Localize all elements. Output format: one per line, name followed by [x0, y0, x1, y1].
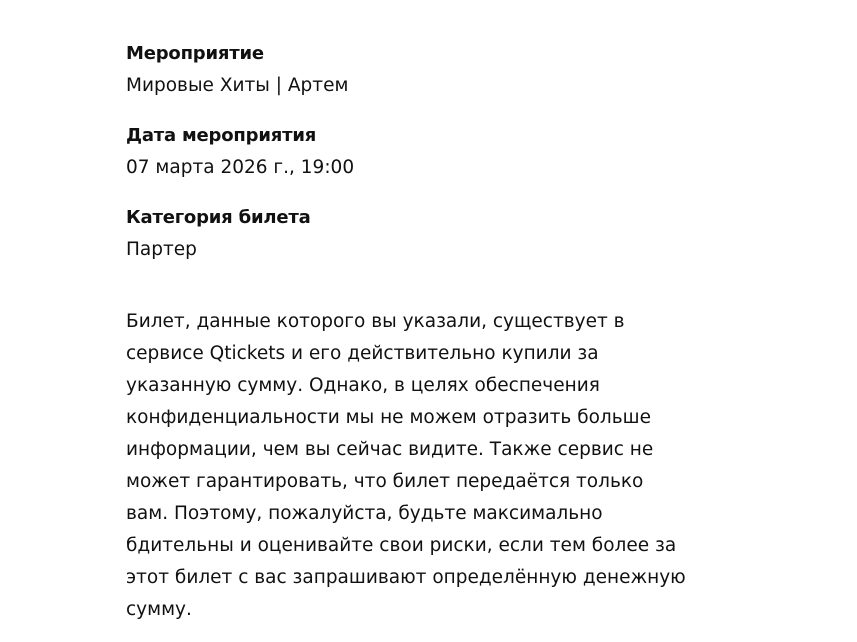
event-date-field	[126, 124, 726, 180]
event-value: Мировые Хиты | Артем	[126, 75, 349, 96]
privacy-notice: Билет, данные которого вы указали, существует в сервисе Qtickets и его действительно купили за указанную сумму. Однако, в целях обеспечения конфиденциальности мы не можем отразить больше информации, чем вы сейчас видите. Также сервис не может гарантировать, что билет передаётся только вам. Поэтому, пожалуйста, будьте максимально бдительны и оценивайте свои риски, если тем более за этот билет с вас запрашивают определённую денежную сумму.	[126, 311, 686, 620]
ticket-category-value: Партер	[126, 239, 197, 260]
ticket-info	[126, 42, 726, 620]
event-date-value: 07 марта 2026 г., 19:00	[126, 157, 355, 178]
event-label: Мероприятие	[126, 43, 264, 64]
ticket-category-label: Категория билета	[126, 207, 311, 228]
event-field	[126, 42, 726, 98]
event-date-label: Дата мероприятия	[126, 125, 317, 146]
ticket-category-field	[126, 206, 726, 262]
